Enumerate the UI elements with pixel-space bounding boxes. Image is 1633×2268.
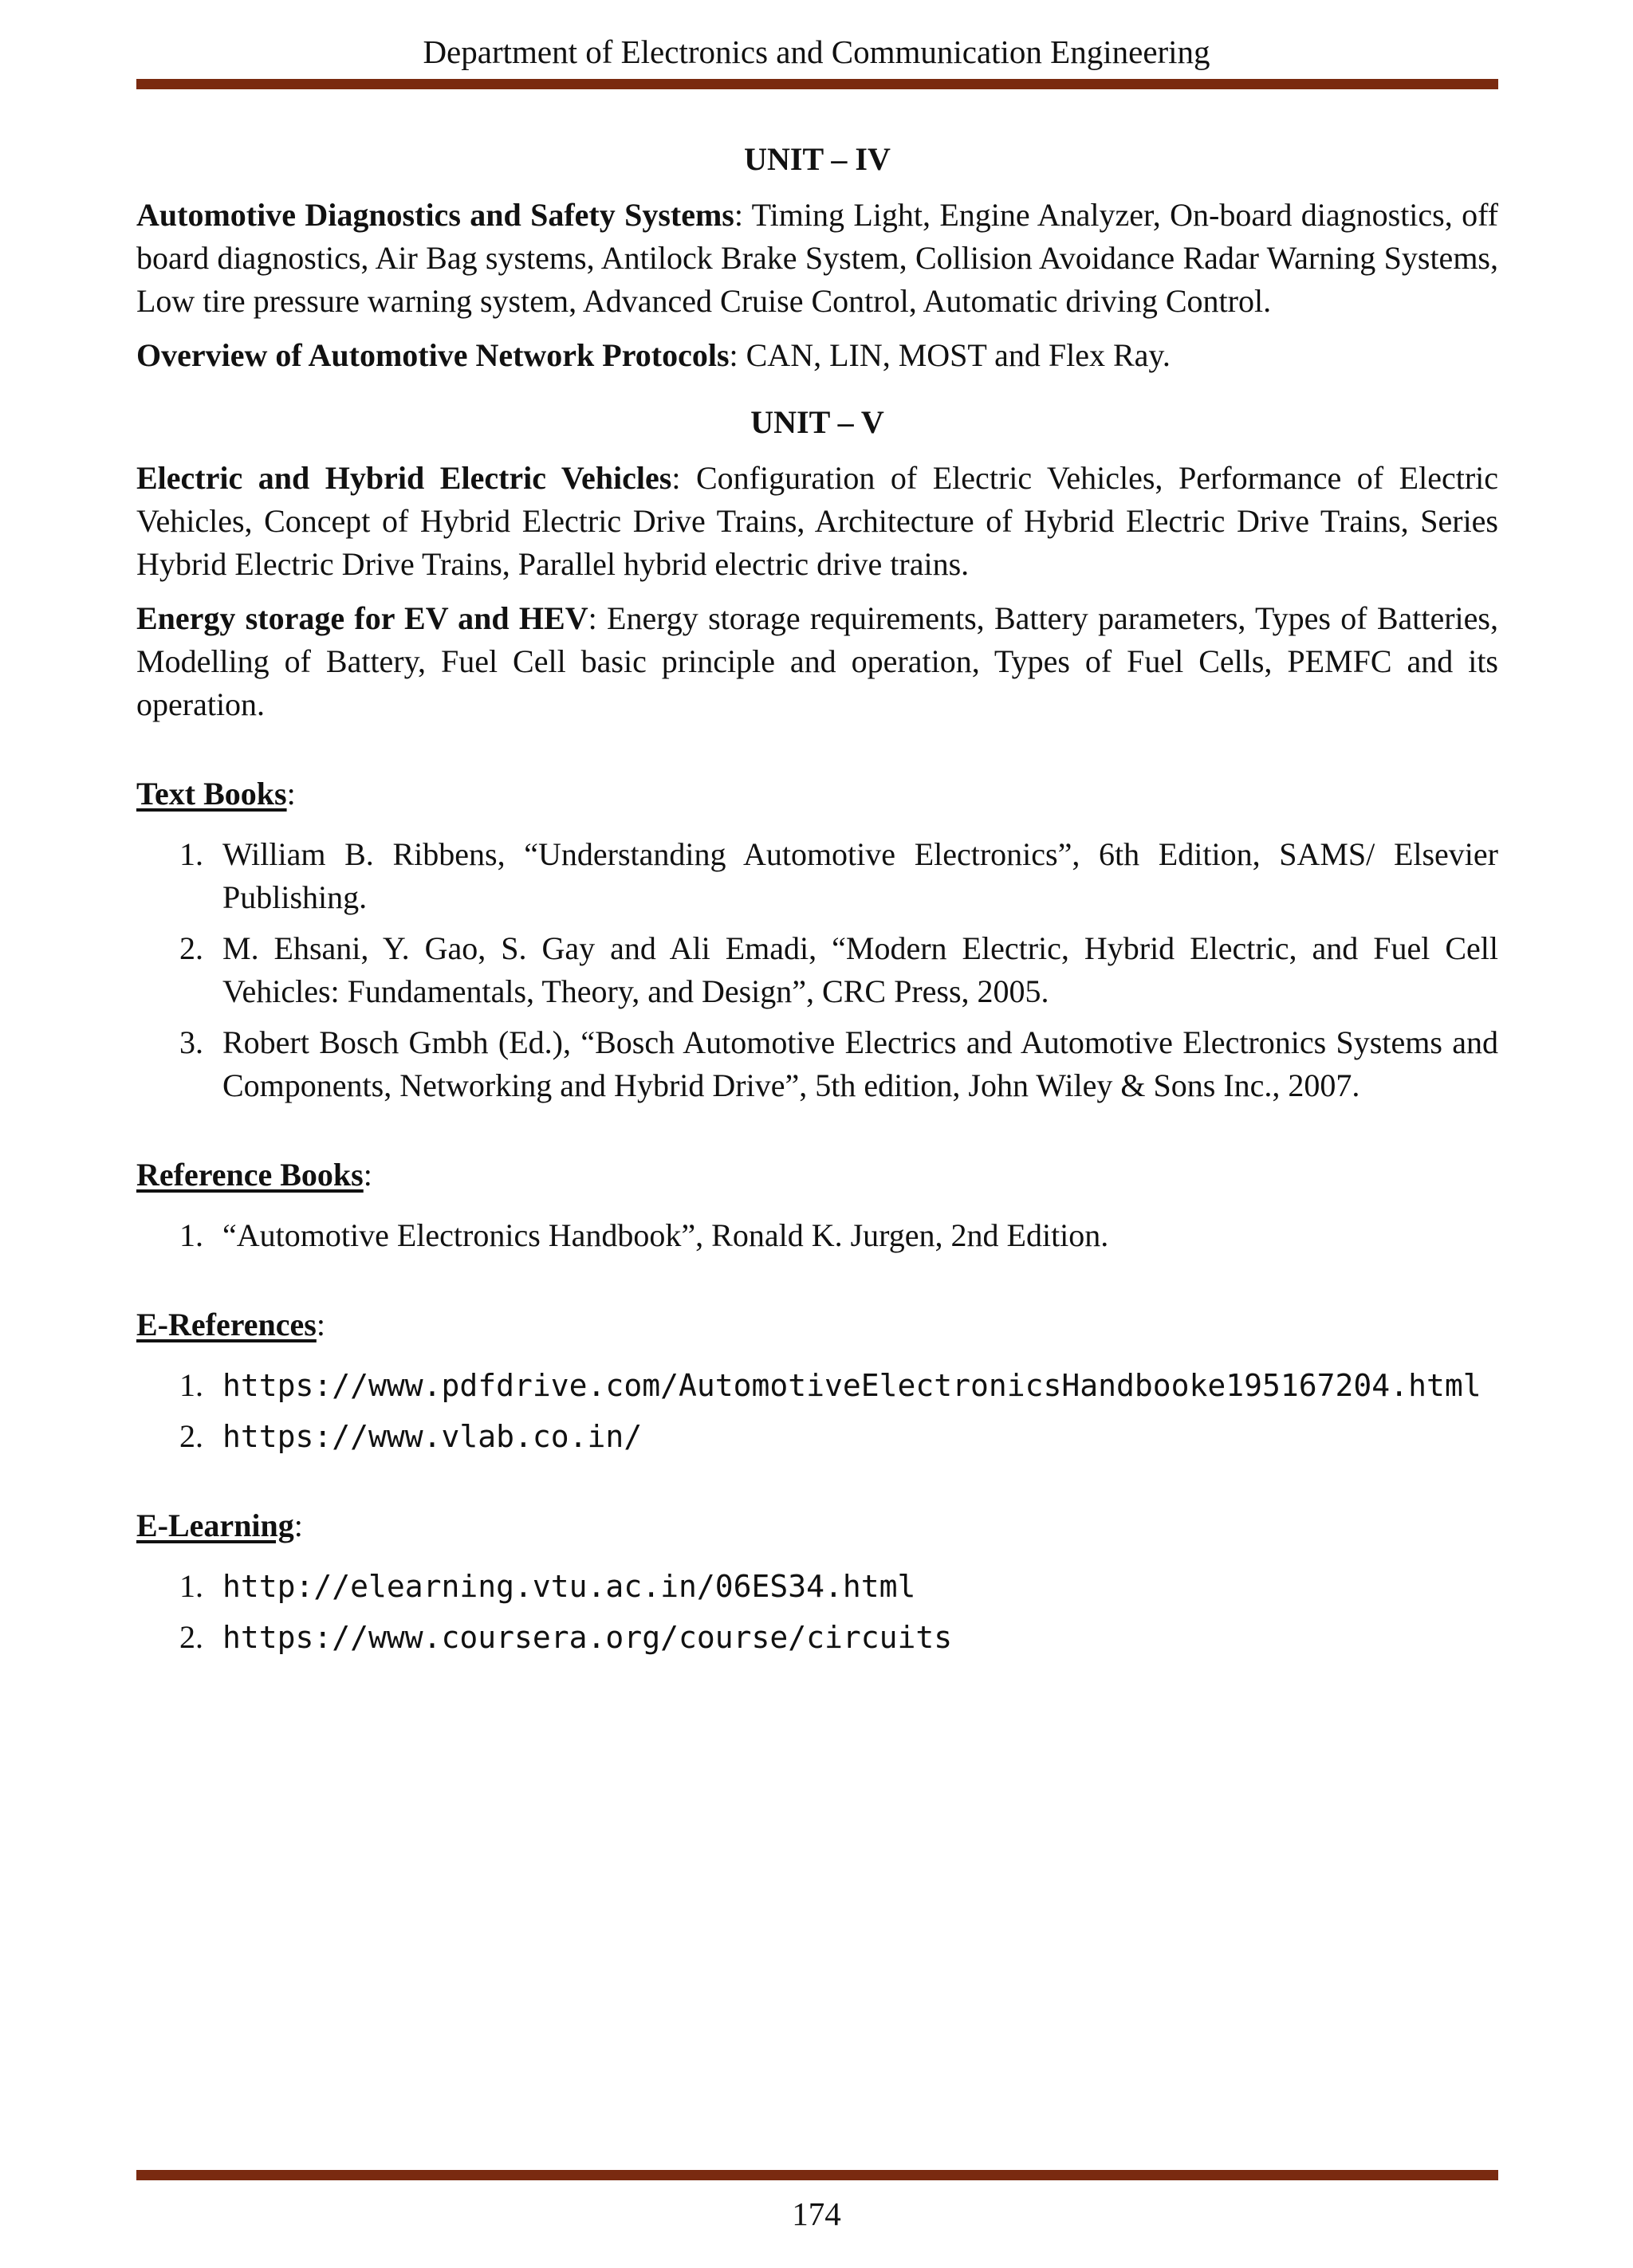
list-number: 3. — [179, 1024, 203, 1060]
paragraph-label: Automotive Diagnostics and Safety Systems — [136, 197, 734, 233]
unit-5-heading: UNIT – V — [750, 404, 884, 440]
list-number: 2. — [179, 1418, 203, 1454]
list-text: “Automotive Electronics Handbook”, Ronald K. Jurgen, 2nd Edition. — [222, 1217, 1109, 1253]
paragraph-text: : Energy storage requirements, Battery parameters, Types of Batteries, Modelling of Battery, Fuel Cell basic principle and operation, Types of Fuel Cells, PEMFC and its operation. — [136, 600, 1498, 722]
list-item — [136, 1565, 1498, 1608]
page-number: 174 — [792, 2195, 841, 2232]
page-header-title: Department of Electronics and Communication Engineering — [423, 33, 1210, 70]
list-item — [136, 1616, 1498, 1659]
unit-4-heading: UNIT – IV — [744, 141, 891, 177]
text-books-list — [136, 833, 1498, 1107]
url-link[interactable]: http://elearning.vtu.ac.in/06ES34.html — [222, 1569, 916, 1604]
list-number: 2. — [179, 930, 203, 966]
paragraph-text: : Timing Light, Engine Analyzer, On-board diagnostics, off board diagnostics, Air Bag systems, Antilock Brake System, Collision Avoidance Radar Warning Systems, Low tire pressure warning system, Advanced Cruise Control, Automatic driving Control. — [136, 197, 1499, 319]
unit-5-paragraph-vehicles — [136, 457, 1498, 586]
list-number: 1. — [179, 836, 203, 872]
unit-4-paragraph-diagnostics — [136, 194, 1498, 323]
e-learning-list — [136, 1565, 1498, 1659]
footer-rule — [136, 2170, 1498, 2180]
e-learning-heading — [136, 1504, 1498, 1547]
header-rule — [136, 79, 1498, 89]
list-text: M. Ehsani, Y. Gao, S. Gay and Ali Emadi, “Modern Electric, Hybrid Electric, and Fuel Cell Vehicles: Fundamentals, Theory, and Design”, CRC Press, 2005. — [222, 930, 1498, 1009]
list-number: 1. — [179, 1568, 203, 1604]
unit-5-paragraph-energy-storage — [136, 597, 1498, 726]
section-colon: : — [363, 1157, 372, 1193]
section-label: Reference Books — [136, 1157, 364, 1193]
list-item — [136, 1415, 1498, 1458]
reference-books-heading — [136, 1154, 1498, 1197]
url-link[interactable]: https://www.coursera.org/course/circuits — [222, 1620, 953, 1655]
list-item — [136, 1364, 1498, 1407]
list-item — [136, 833, 1498, 919]
list-number: 2. — [179, 1619, 203, 1655]
paragraph-text: : Configuration of Electric Vehicles, Performance of Electric Vehicles, Concept of Hybrid Electric Drive Trains, Architecture of Hybrid Electric Drive Trains, Series Hybrid Electric Drive Trains, Parallel hybrid electric drive trains. — [136, 460, 1499, 582]
url-link[interactable]: https://www.vlab.co.in/ — [222, 1419, 643, 1454]
paragraph-label: Electric and Hybrid Electric Vehicles — [136, 460, 672, 496]
e-references-list — [136, 1364, 1498, 1458]
list-item — [136, 1214, 1498, 1257]
paragraph-label: Overview of Automotive Network Protocols — [136, 337, 730, 373]
reference-books-list — [136, 1214, 1498, 1257]
document-body — [136, 138, 1498, 1667]
list-number: 1. — [179, 1217, 203, 1253]
unit-4-paragraph-protocols — [136, 334, 1498, 377]
text-books-heading — [136, 772, 1498, 816]
section-colon: : — [286, 776, 296, 812]
paragraph-text: : CAN, LIN, MOST and Flex Ray. — [729, 337, 1171, 373]
section-label: E-References — [136, 1307, 317, 1342]
list-item — [136, 1021, 1498, 1107]
section-colon: : — [293, 1507, 303, 1543]
list-text: William B. Ribbens, “Understanding Automotive Electronics”, 6th Edition, SAMS/ Elsevier Publishing. — [222, 836, 1498, 915]
paragraph-label: Energy storage for EV and HEV — [136, 600, 588, 636]
list-item — [136, 927, 1498, 1013]
list-text: Robert Bosch Gmbh (Ed.), “Bosch Automotive Electrics and Automotive Electronics Systems and Components, Networking and Hybrid Drive”, 5th edition, John Wiley & Sons Inc., 2007. — [222, 1024, 1498, 1103]
e-references-heading — [136, 1303, 1498, 1346]
section-label: Text Books — [136, 776, 287, 812]
section-label: E-Learning — [136, 1507, 294, 1543]
section-colon: : — [316, 1307, 325, 1342]
url-link[interactable]: https://www.pdfdrive.com/AutomotiveElectronicsHandbooke195167204.html — [222, 1368, 1482, 1403]
list-number: 1. — [179, 1367, 203, 1403]
